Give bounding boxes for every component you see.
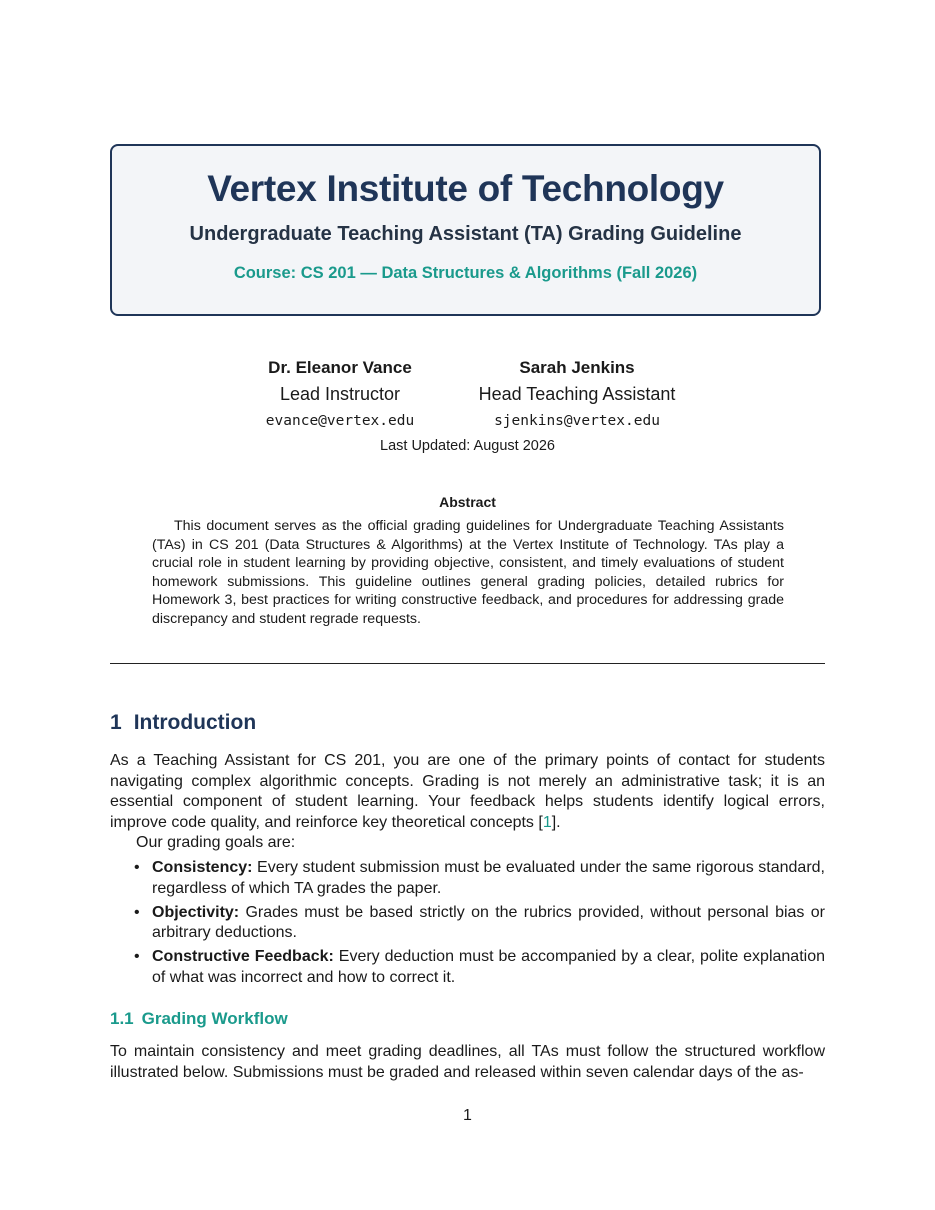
intro-paragraph — [110, 751, 825, 833]
section-heading-introduction — [110, 711, 256, 735]
last-updated: Last Updated: August 2026 — [380, 438, 555, 454]
section-number: 1 — [110, 711, 122, 734]
document-subtitle: Undergraduate Teaching Assistant (TA) Grading Guideline — [189, 223, 742, 245]
institution-title: Vertex Institute of Technology — [207, 168, 724, 209]
list-item — [110, 903, 825, 944]
bullet-icon: • — [134, 948, 140, 965]
section-title: Introduction — [133, 711, 257, 734]
abstract-title: Abstract — [439, 494, 496, 510]
author-email[interactable]: evance@vertex.edu — [265, 413, 415, 429]
author-2 — [447, 356, 707, 434]
author-role: Head Teaching Assistant — [478, 384, 676, 404]
goals-intro: Our grading goals are: — [136, 834, 296, 851]
author-email[interactable]: sjenkins@vertex.edu — [494, 413, 660, 429]
citation-link[interactable]: 1 — [542, 813, 552, 831]
goal-term: Objectivity: — [152, 903, 240, 921]
author-name: Dr. Eleanor Vance — [268, 358, 412, 377]
goal-text: Every student submission must be evaluated under the same rigorous standard, regardless of which TA grades the paper. — [152, 859, 825, 897]
intro-text-end: ]. — [551, 813, 561, 831]
subsection-number: 1.1 — [110, 1009, 134, 1028]
course-line: Course: CS 201 — Data Structures & Algorithms (Fall 2026) — [233, 264, 698, 282]
goals-list — [110, 858, 825, 992]
goal-term: Constructive Feedback: — [152, 948, 334, 965]
goal-text: Every deduction must be accompanied by a clear, polite explanation of what was incorrect and how to correct it. — [152, 948, 826, 986]
bullet-icon: • — [134, 859, 140, 876]
abstract-text: This document serves as the official grading guidelines for Undergraduate Teaching Assistants (TAs) in CS 201 (Data Structures & Algorithms) at the Vertex Institute of Technology. TAs play a crucial role in student learning by providing objective, consistent, and timely evaluations of student homework submissions. This guideline outlines general grading policies, detailed rubrics for Homework 3, best practices for writing constructive feedback, and procedures for addressing grade discrepancy and student regrade requests. — [152, 518, 784, 627]
subsection-title: Grading Workflow — [141, 1009, 288, 1028]
workflow-paragraph: To maintain consistency and meet grading deadlines, all TAs must follow the structured workflow illustrated below. Submissions must be graded and released within seven calendar days of the as- — [110, 1043, 825, 1081]
author-role: Lead Instructor — [279, 384, 401, 404]
author-name: Sarah Jenkins — [519, 358, 635, 377]
title-box — [110, 144, 821, 316]
goal-text: Grades must be based strictly on the rubrics provided, without personal bias or arbitrary deductions. — [152, 903, 825, 941]
subsection-heading-workflow — [110, 1009, 288, 1029]
author-1 — [210, 356, 470, 434]
page-number: 1 — [463, 1107, 472, 1124]
list-item — [110, 858, 825, 899]
bullet-icon: • — [134, 903, 140, 921]
goal-term: Consistency: — [152, 859, 253, 876]
divider — [110, 663, 825, 664]
intro-text: As a Teaching Assistant for CS 201, you are one of the primary points of contact for students navigating complex algorithmic concepts. Grading is not merely an administrative task; it is an essential component of student learning. Your feedback helps students identify logical errors, improve code quality, and reinforce key theoretical concepts [ — [110, 752, 825, 831]
list-item — [110, 947, 825, 988]
